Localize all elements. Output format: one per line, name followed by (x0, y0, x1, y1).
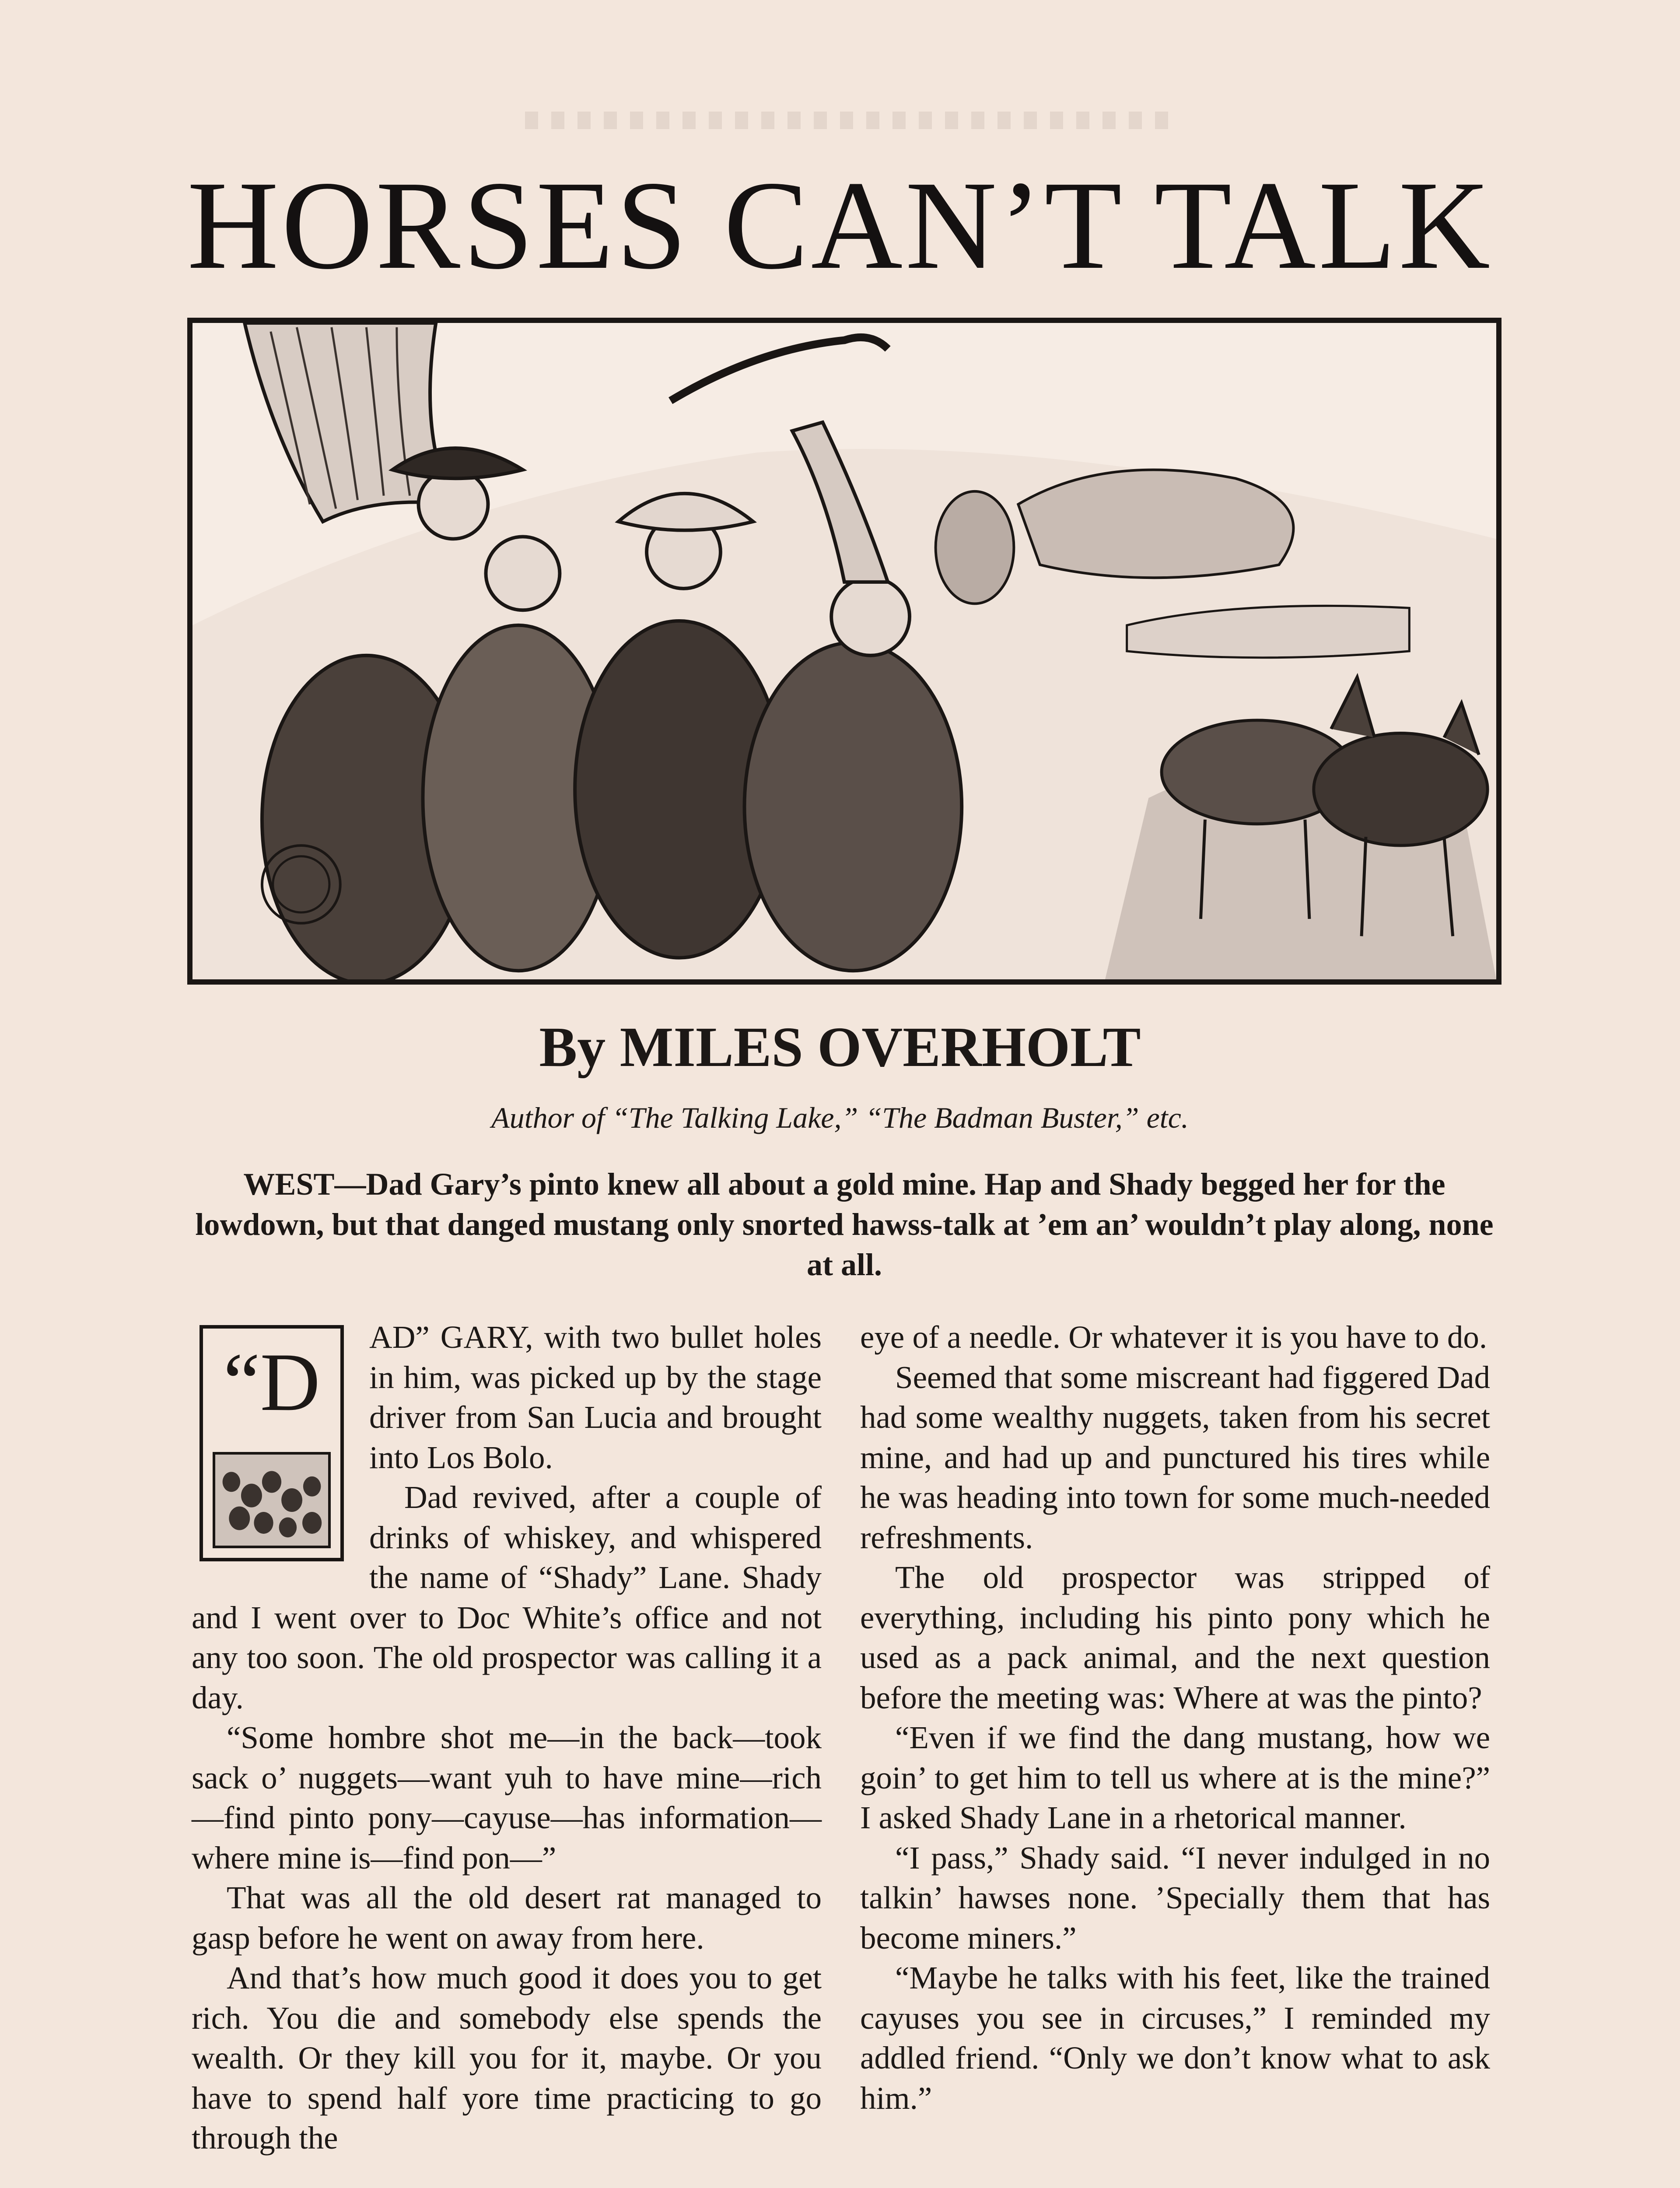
left-column (192, 1317, 822, 2158)
paragraph: The old prospector was stripped of everything, including his pinto pony which he used as a pack animal, and the next question before the meeting was: Where at was the pinto? (860, 1560, 1490, 1715)
paragraph: “Maybe he talks with his feet, like the trained cayuses you see in circuses,” I reminded my addled friend. “Only we don’t know what to ask him.” (860, 1960, 1490, 2116)
story-illustration (187, 318, 1502, 985)
drop-cap-ornament (213, 1452, 331, 1548)
drop-cap-letter: “D (223, 1336, 320, 1428)
bleed-through-text (525, 112, 1181, 129)
story-title: HORSES CAN’T TALK (187, 155, 1493, 295)
paragraph: “I pass,” Shady said. “I never indulged in no talkin’ hawses none. ’Specially them that has become miners.” (860, 1840, 1490, 1956)
paragraph: eye of a needle. Or whatever it is you have to do. (860, 1319, 1488, 1355)
drop-cap (192, 1317, 354, 1567)
story-blurb: WEST—Dad Gary’s pinto knew all about a gold mine. Hap and Shady begged her for the lowdown, but that danged mustang only snorted hawss-talk at ’em an’ wouldn’t play along, none at all. (195, 1167, 1494, 1282)
paragraph: Dad revived, after a couple of drinks of whiskey, and whispered the name of “Shady” Lane. Shady and I went over to Doc White’s office and not any too soon. The old prospector was calling it a day. (192, 1480, 822, 1715)
paragraph: And that’s how much good it does you to get rich. You die and somebody else spends the wealth. Or they kill you for it, maybe. Or you have to spend half yore time practicing to go through the (192, 1960, 822, 2156)
byline: By MILES OVERHOLT (539, 1016, 1141, 1079)
paragraph: “Even if we find the dang mustang, how we goin’ to get him to tell us where at is the mine?” I asked Shady Lane in a rhetorical manner. (860, 1720, 1490, 1835)
paragraph: “Some hombre shot me—in the back—took sack o’ nuggets—want yuh to have mine—rich—find pinto pony—cayuse—has information—where mine is—find pon—” (192, 1720, 822, 1876)
right-column (860, 1317, 1490, 2118)
paragraph: AD” GARY, with two bullet holes in him, was picked up by the stage driver from San Lucia and brought into Los Bolo. (369, 1319, 822, 1475)
paragraph: That was all the old desert rat managed to gasp before he went on away from here. (192, 1880, 822, 1956)
author-credits: Author of “The Talking Lake,” “The Badman Buster,” etc. (491, 1101, 1189, 1134)
paragraph: Seemed that some miscreant had figgered Dad had some wealthy nuggets, taken from his secret mine, and had up and punctured his tires while he was heading into town for some much-needed refreshments. (860, 1359, 1490, 1555)
